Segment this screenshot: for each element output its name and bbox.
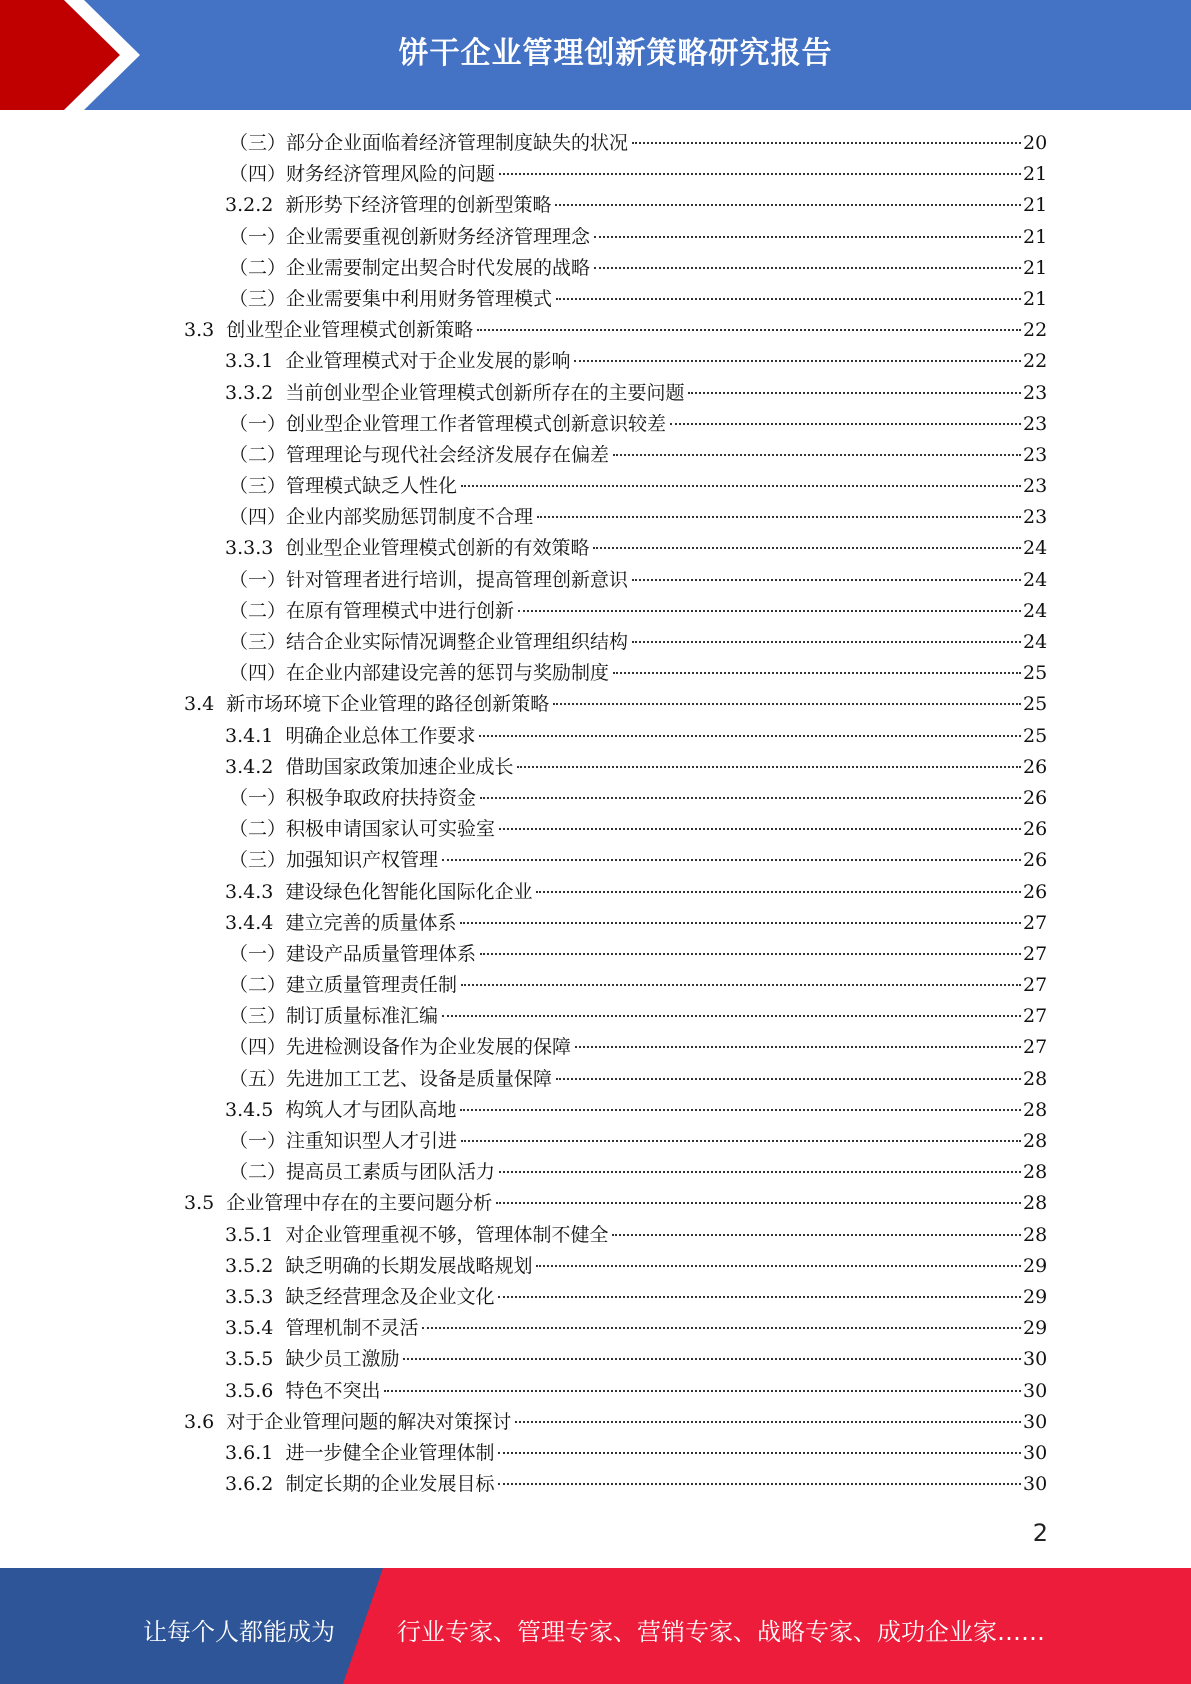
toc-entry[interactable] xyxy=(0,783,1191,814)
toc-entry[interactable] xyxy=(0,222,1191,253)
toc-dot-leader xyxy=(517,766,1021,768)
toc-dot-leader xyxy=(613,454,1021,456)
toc-entry[interactable] xyxy=(0,409,1191,440)
toc-entry-number: 3.4.2 xyxy=(225,755,286,778)
toc-entry-title: 管理模式缺乏人性化 xyxy=(286,475,458,498)
toc-entry-title: 建立质量管理责任制 xyxy=(286,974,458,997)
toc-entry-number: （四） xyxy=(229,163,287,186)
toc-dot-leader xyxy=(477,329,1021,331)
toc-entry-page: 25 xyxy=(1023,693,1048,716)
toc-entry[interactable] xyxy=(0,440,1191,471)
toc-dot-leader xyxy=(612,1234,1021,1236)
toc-entry-number: 3.5.5 xyxy=(225,1348,286,1371)
toc-entry-title: 当前创业型企业管理模式创新所存在的主要问题 xyxy=(285,381,685,404)
toc-entry[interactable] xyxy=(0,565,1191,596)
toc-dot-leader xyxy=(460,1109,1021,1111)
toc-entry-number: 3.5 xyxy=(184,1192,227,1215)
toc-entry-number: （二） xyxy=(229,599,287,622)
toc-entry-title: 明确企业总体工作要求 xyxy=(285,724,476,747)
toc-dot-leader xyxy=(480,797,1021,799)
toc-entry-number: （一） xyxy=(229,412,287,435)
toc-entry-number: （一） xyxy=(229,1130,287,1152)
toc-entry-title: 创业型企业管理模式创新的有效策略 xyxy=(285,537,590,560)
toc-entry-number: 3.5.4 xyxy=(225,1317,286,1340)
toc-entry-page: 21 xyxy=(1023,225,1048,248)
toc-entry-page: 27 xyxy=(1023,942,1048,965)
toc-entry[interactable] xyxy=(0,1376,1191,1407)
toc-dot-leader xyxy=(594,236,1021,238)
toc-entry-title: 企业内部奖励惩罚制度不合理 xyxy=(286,506,534,529)
toc-entry-page: 25 xyxy=(1023,724,1048,747)
toc-dot-leader xyxy=(688,392,1021,394)
toc-entry-page: 24 xyxy=(1023,599,1048,622)
toc-entry-page: 23 xyxy=(1023,412,1048,435)
toc-entry[interactable] xyxy=(0,253,1191,284)
toc-entry-number: 3.5.6 xyxy=(225,1379,286,1402)
toc-entry-number: 3.4.1 xyxy=(225,724,286,747)
toc-entry-page: 28 xyxy=(1023,1067,1048,1090)
toc-entry-number: 3.3 xyxy=(184,319,227,342)
toc-entry-number: （三） xyxy=(229,132,287,154)
toc-entry-title: 注重知识型人才引进 xyxy=(286,1130,458,1152)
toc-entry[interactable] xyxy=(0,627,1191,658)
toc-entry[interactable] xyxy=(0,1438,1191,1469)
toc-dot-leader xyxy=(553,703,1021,705)
toc-entry-page: 21 xyxy=(1023,256,1048,279)
toc-entry-title: 在原有管理模式中进行创新 xyxy=(286,599,515,622)
toc-entry[interactable] xyxy=(0,939,1191,970)
toc-dot-leader xyxy=(594,267,1021,269)
toc-entry-title: 制定长期的企业发展目标 xyxy=(285,1473,495,1496)
toc-dot-leader xyxy=(613,672,1021,674)
toc-entry-title: 特色不突出 xyxy=(285,1379,381,1402)
toc-entry[interactable] xyxy=(0,1188,1191,1219)
toc-entry-page: 22 xyxy=(1023,350,1048,373)
toc-entry-title: 建设绿色化智能化国际化企业 xyxy=(285,880,533,903)
footer-slogan-right: 行业专家、管理专家、营销专家、战略专家、成功企业家…… xyxy=(397,1618,1045,1646)
toc-entry-title: 部分企业面临着经济管理制度缺失的状况 xyxy=(286,132,629,154)
toc-entry-title: 建设产品质量管理体系 xyxy=(286,942,477,965)
toc-entry-page: 30 xyxy=(1023,1473,1048,1496)
toc-entry-page: 26 xyxy=(1023,818,1048,841)
toc-entry[interactable] xyxy=(0,1344,1191,1375)
toc-entry-number: （四） xyxy=(229,1036,287,1059)
toc-entry-number: （一） xyxy=(229,786,287,809)
toc-entry-number: 3.3.3 xyxy=(225,537,286,560)
toc-entry-title: 创业型企业管理模式创新策略 xyxy=(226,319,474,342)
toc-dot-leader xyxy=(536,1265,1021,1267)
toc-entry-page: 27 xyxy=(1023,974,1048,997)
toc-entry[interactable] xyxy=(0,596,1191,627)
toc-entry[interactable] xyxy=(0,315,1191,346)
toc-entry-page: 27 xyxy=(1023,911,1048,934)
toc-dot-leader xyxy=(518,610,1021,612)
toc-entry-title: 企业管理模式对于企业发展的影响 xyxy=(285,350,571,373)
toc-entry-page: 26 xyxy=(1023,755,1048,778)
toc-entry[interactable] xyxy=(0,159,1191,190)
toc-dot-leader xyxy=(632,641,1021,643)
toc-entry[interactable] xyxy=(0,1469,1191,1500)
toc-entry-page: 28 xyxy=(1023,1098,1048,1121)
toc-entry-number: 3.4.3 xyxy=(225,880,286,903)
table-of-contents xyxy=(0,128,1191,1500)
toc-entry[interactable] xyxy=(0,1001,1191,1032)
toc-entry-number: （三） xyxy=(229,287,287,310)
toc-dot-leader xyxy=(461,984,1021,986)
toc-entry-title: 新形势下经济管理的创新型策略 xyxy=(285,194,552,217)
toc-dot-leader xyxy=(574,360,1021,362)
toc-dot-leader xyxy=(403,1358,1021,1360)
toc-entry[interactable] xyxy=(0,471,1191,502)
toc-entry-page: 23 xyxy=(1023,475,1048,498)
toc-entry[interactable] xyxy=(0,721,1191,752)
toc-entry-title: 管理机制不灵活 xyxy=(285,1317,419,1340)
toc-entry-title: 加强知识产权管理 xyxy=(286,849,439,872)
toc-entry[interactable] xyxy=(0,346,1191,377)
toc-entry-title: 先进检测设备作为企业发展的保障 xyxy=(286,1036,572,1059)
toc-entry-number: 3.5.2 xyxy=(225,1254,286,1277)
toc-entry-title: 进一步健全企业管理体制 xyxy=(285,1441,495,1464)
toc-dot-leader xyxy=(670,423,1021,425)
toc-entry[interactable] xyxy=(0,658,1191,689)
toc-dot-leader xyxy=(537,516,1021,518)
toc-entry-page: 26 xyxy=(1023,849,1048,872)
toc-entry-title: 针对管理者进行培训，提高管理创新意识 xyxy=(286,568,629,591)
toc-entry-number: （五） xyxy=(229,1067,287,1090)
toc-entry-number: （四） xyxy=(229,662,287,685)
toc-dot-leader xyxy=(480,953,1021,955)
toc-dot-leader xyxy=(442,859,1021,861)
toc-entry[interactable] xyxy=(0,128,1191,159)
toc-entry-title: 缺少员工激励 xyxy=(285,1348,400,1371)
toc-entry[interactable] xyxy=(0,1407,1191,1438)
toc-entry-title: 积极争取政府扶持资金 xyxy=(286,786,477,809)
toc-dot-leader xyxy=(515,1421,1021,1423)
toc-entry[interactable] xyxy=(0,814,1191,845)
toc-entry-page: 30 xyxy=(1023,1441,1048,1464)
toc-entry-title: 企业需要制定出契合时代发展的战略 xyxy=(286,256,591,279)
toc-entry-title: 企业管理中存在的主要问题分析 xyxy=(226,1192,493,1215)
toc-entry[interactable] xyxy=(0,752,1191,783)
toc-entry-number: （一） xyxy=(229,942,287,965)
page-number: 2 xyxy=(1032,1519,1048,1547)
toc-entry-page: 21 xyxy=(1023,194,1048,217)
toc-entry-page: 30 xyxy=(1023,1348,1048,1371)
toc-entry-number: 3.2.2 xyxy=(225,194,286,217)
toc-entry-page: 25 xyxy=(1023,662,1048,685)
toc-entry-page: 23 xyxy=(1023,443,1048,466)
toc-entry-page: 28 xyxy=(1023,1161,1048,1184)
toc-entry-page: 28 xyxy=(1023,1192,1048,1215)
toc-entry-page: 24 xyxy=(1023,568,1048,591)
toc-entry[interactable] xyxy=(0,1282,1191,1313)
toc-entry[interactable] xyxy=(0,877,1191,908)
toc-entry-number: （二） xyxy=(229,974,287,997)
toc-entry[interactable] xyxy=(0,1157,1191,1188)
toc-entry-number: 3.4.5 xyxy=(225,1098,286,1121)
toc-entry-number: 3.6 xyxy=(184,1410,227,1433)
toc-dot-leader xyxy=(536,891,1021,893)
toc-entry-number: 3.4 xyxy=(184,693,227,716)
toc-entry-page: 29 xyxy=(1023,1317,1048,1340)
toc-entry-title: 创业型企业管理工作者管理模式创新意识较差 xyxy=(286,412,667,435)
toc-entry-title: 对企业管理重视不够，管理体制不健全 xyxy=(285,1223,609,1246)
toc-dot-leader xyxy=(496,1202,1021,1204)
toc-dot-leader xyxy=(556,298,1021,300)
toc-entry-page: 26 xyxy=(1023,786,1048,809)
toc-entry-page: 22 xyxy=(1023,319,1048,342)
toc-dot-leader xyxy=(499,828,1021,830)
toc-entry-title: 结合企业实际情况调整企业管理组织结构 xyxy=(286,631,629,653)
footer-slogan-left: 让每个人都能成为 xyxy=(143,1618,335,1646)
toc-dot-leader xyxy=(498,1483,1021,1485)
toc-entry-number: （三） xyxy=(229,849,287,872)
toc-entry-number: 3.5.3 xyxy=(225,1285,286,1308)
toc-entry-title: 缺乏明确的长期发展战略规划 xyxy=(285,1254,533,1277)
toc-dot-leader xyxy=(498,1452,1021,1454)
toc-entry-number: （二） xyxy=(229,818,287,841)
toc-entry-number: 3.5.1 xyxy=(225,1223,286,1246)
toc-entry-page: 20 xyxy=(1023,132,1048,154)
toc-entry-number: （二） xyxy=(229,1161,287,1184)
toc-entry-title: 构筑人才与团队高地 xyxy=(285,1098,457,1121)
toc-entry-number: 3.3.1 xyxy=(225,350,286,373)
toc-entry-number: （一） xyxy=(229,568,287,591)
toc-dot-leader xyxy=(442,1015,1021,1017)
toc-entry-number: 3.6.2 xyxy=(225,1473,286,1496)
toc-entry[interactable] xyxy=(0,845,1191,876)
toc-entry-title: 制订质量标准汇编 xyxy=(286,1005,439,1028)
toc-dot-leader xyxy=(499,1171,1021,1173)
toc-entry-number: （三） xyxy=(229,475,287,498)
toc-entry-page: 30 xyxy=(1023,1410,1048,1433)
toc-entry-title: 建立完善的质量体系 xyxy=(285,911,457,934)
toc-entry-title: 先进加工工艺、设备是质量保障 xyxy=(286,1067,553,1090)
toc-entry-number: 3.6.1 xyxy=(225,1441,286,1464)
toc-dot-leader xyxy=(556,1078,1021,1080)
toc-entry-title: 提高员工素质与团队活力 xyxy=(286,1161,496,1184)
toc-entry-title: 新市场环境下企业管理的路径创新策略 xyxy=(226,693,550,716)
toc-entry-title: 企业需要重视创新财务经济管理理念 xyxy=(286,225,591,248)
toc-entry-page: 23 xyxy=(1023,506,1048,529)
toc-entry-number: （二） xyxy=(229,256,287,279)
toc-entry[interactable] xyxy=(0,1126,1191,1157)
toc-dot-leader xyxy=(461,485,1021,487)
toc-entry-title: 管理理论与现代社会经济发展存在偏差 xyxy=(286,443,610,466)
document-title: 饼干企业管理创新策略研究报告 xyxy=(398,36,833,71)
toc-entry[interactable] xyxy=(0,190,1191,221)
toc-dot-leader xyxy=(632,142,1021,144)
toc-entry-title: 积极申请国家认可实验室 xyxy=(286,818,496,841)
toc-entry-title: 借助国家政策加速企业成长 xyxy=(285,755,514,778)
toc-entry[interactable] xyxy=(0,1064,1191,1095)
toc-entry-page: 21 xyxy=(1023,163,1048,186)
toc-entry-number: （三） xyxy=(229,1005,287,1028)
toc-dot-leader xyxy=(575,1046,1021,1048)
toc-entry[interactable] xyxy=(0,378,1191,409)
toc-entry-number: （三） xyxy=(229,631,287,653)
toc-entry-number: （二） xyxy=(229,443,287,466)
toc-entry-page: 24 xyxy=(1023,537,1048,560)
toc-entry-page: 27 xyxy=(1023,1036,1048,1059)
toc-entry[interactable] xyxy=(0,1313,1191,1344)
toc-entry-page: 24 xyxy=(1023,631,1048,653)
toc-entry-title: 缺乏经营理念及企业文化 xyxy=(285,1285,495,1308)
page-header xyxy=(0,0,1191,110)
toc-dot-leader xyxy=(498,1296,1021,1298)
toc-entry-number: 3.4.4 xyxy=(225,911,286,934)
toc-entry[interactable] xyxy=(0,1032,1191,1063)
toc-entry-title: 财务经济管理风险的问题 xyxy=(286,163,496,186)
toc-dot-leader xyxy=(479,735,1021,737)
toc-dot-leader xyxy=(499,173,1021,175)
toc-entry-page: 29 xyxy=(1023,1285,1048,1308)
toc-entry-title: 在企业内部建设完善的惩罚与奖励制度 xyxy=(286,662,610,685)
toc-entry[interactable] xyxy=(0,908,1191,939)
toc-entry-number: （一） xyxy=(229,225,287,248)
toc-entry-page: 27 xyxy=(1023,1005,1048,1028)
toc-entry-page: 28 xyxy=(1023,1223,1048,1246)
toc-entry[interactable] xyxy=(0,689,1191,720)
toc-dot-leader xyxy=(384,1390,1021,1392)
toc-dot-leader xyxy=(632,579,1021,581)
toc-dot-leader xyxy=(555,204,1021,206)
toc-entry[interactable] xyxy=(0,284,1191,315)
toc-entry[interactable] xyxy=(0,533,1191,564)
toc-entry-page: 29 xyxy=(1023,1254,1048,1277)
toc-entry-page: 21 xyxy=(1023,287,1048,310)
toc-dot-leader xyxy=(460,922,1021,924)
toc-entry-page: 26 xyxy=(1023,880,1048,903)
toc-entry-number: （四） xyxy=(229,506,287,529)
toc-entry-title: 企业需要集中利用财务管理模式 xyxy=(286,287,553,310)
toc-entry-page: 30 xyxy=(1023,1379,1048,1402)
toc-entry-page: 28 xyxy=(1023,1130,1048,1152)
page-footer xyxy=(0,1568,1191,1684)
toc-dot-leader xyxy=(422,1327,1021,1329)
toc-entry[interactable] xyxy=(0,1220,1191,1251)
toc-dot-leader xyxy=(593,547,1021,549)
toc-entry-title: 对于企业管理问题的解决对策探讨 xyxy=(226,1410,512,1433)
toc-entry-page: 23 xyxy=(1023,381,1048,404)
toc-entry[interactable] xyxy=(0,502,1191,533)
toc-entry[interactable] xyxy=(0,1095,1191,1126)
toc-entry[interactable] xyxy=(0,970,1191,1001)
toc-entry-number: 3.3.2 xyxy=(225,381,286,404)
toc-dot-leader xyxy=(461,1140,1021,1142)
toc-entry[interactable] xyxy=(0,1251,1191,1282)
